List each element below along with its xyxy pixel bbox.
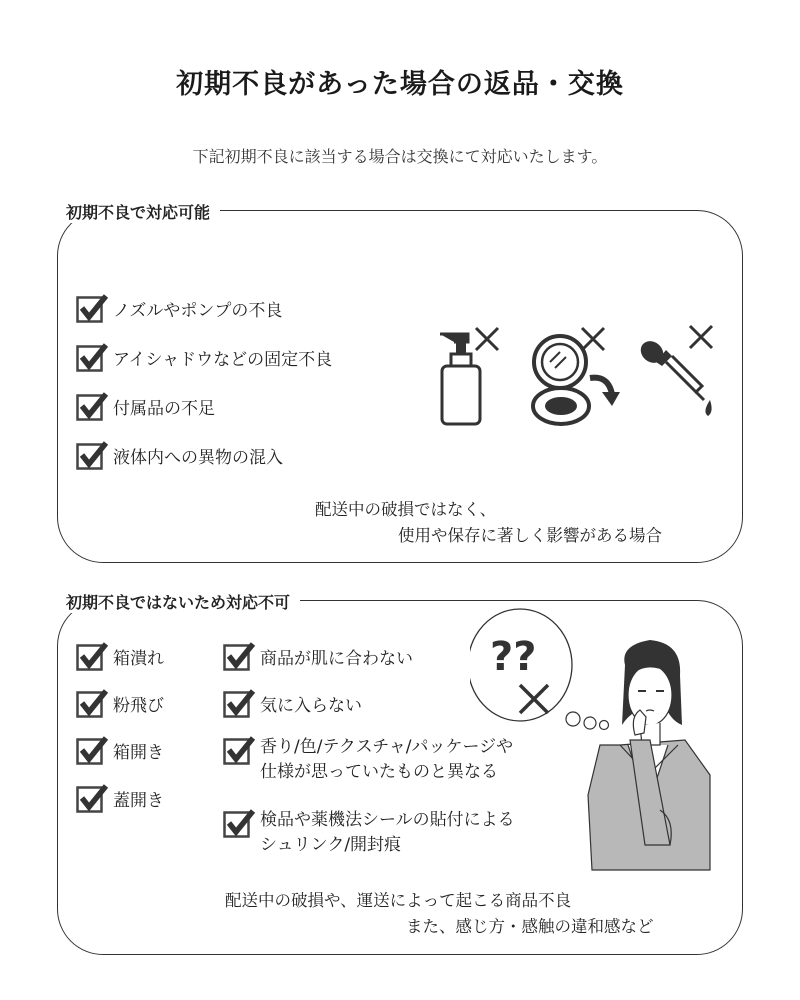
page-title: 初期不良があった場合の返品・交換 xyxy=(176,69,624,100)
checkbox-check-icon xyxy=(76,342,108,372)
ng-left-item xyxy=(76,735,164,765)
checkbox-check-icon xyxy=(76,641,108,671)
ok-item-text: 液体内への異物の混入 xyxy=(113,447,283,468)
checkbox-check-icon xyxy=(76,688,108,718)
ok-item xyxy=(76,391,215,421)
bubble-question-marks: ?? xyxy=(490,634,537,680)
checkbox-check-icon xyxy=(76,440,108,470)
checkbox-check-icon xyxy=(223,641,255,671)
checkbox-check-icon xyxy=(76,783,108,813)
cross-icon xyxy=(476,328,498,350)
ng-right-item-line2: 仕様が思っていたものと異なる xyxy=(260,762,498,782)
dropper-icon xyxy=(632,320,722,430)
ok-item-text: ノズルやポンプの不良 xyxy=(113,300,283,321)
checkbox-check-icon xyxy=(76,391,108,421)
ng-left-item-text: 蓋開き xyxy=(113,790,164,811)
ng-left-item-text: 粉飛び xyxy=(113,695,164,716)
ng-right-item-line1: 香り/色/テクスチャ/パッケージや xyxy=(260,737,514,757)
checkbox-check-icon xyxy=(76,293,108,323)
cross-icon xyxy=(520,685,548,713)
thought-bubble xyxy=(470,609,609,730)
ng-right-item-text: 商品が肌に合わない xyxy=(260,648,413,669)
page-subtitle: 下記初期不良に該当する場合は交換にて対応いたします。 xyxy=(192,147,608,166)
ng-left-item xyxy=(76,641,164,671)
ng-left-item xyxy=(76,783,164,813)
cross-icon xyxy=(582,328,604,350)
ok-item-text: アイシャドウなどの固定不良 xyxy=(113,349,333,370)
confused-woman-illustration xyxy=(470,605,720,875)
ng-note-line1: 配送中の破損や、運送によって起こる商品不良 xyxy=(225,891,572,910)
ng-right-item xyxy=(223,688,362,718)
ng-right-item xyxy=(223,641,413,671)
checkbox-check-icon xyxy=(76,735,108,765)
ng-left-item-text: 箱潰れ xyxy=(113,648,164,669)
pump-bottle-icon xyxy=(432,320,507,430)
checkbox-check-icon xyxy=(223,688,255,718)
ng-left-item-text: 箱開き xyxy=(113,742,164,763)
ok-item xyxy=(76,440,283,470)
cross-icon xyxy=(690,326,712,348)
ng-right-item-line2: シュリンク/開封痕 xyxy=(260,835,402,855)
ok-item-text: 付属品の不足 xyxy=(113,398,215,419)
checkbox-check-icon xyxy=(223,808,255,838)
section-ng-label: 初期不良ではないため対応不可 xyxy=(58,590,300,613)
woman-figure xyxy=(588,640,710,870)
ng-right-item-text: 気に入らない xyxy=(260,695,362,716)
compact-powder-icon xyxy=(528,320,628,430)
ok-note-line1: 配送中の破損ではなく、 xyxy=(315,500,497,519)
ng-left-item xyxy=(76,688,164,718)
ok-note-line2: 使用や保存に著しく影響がある場合 xyxy=(398,526,662,545)
checkbox-check-icon xyxy=(223,735,255,765)
ok-item xyxy=(76,293,282,323)
section-ok-label: 初期不良で対応可能 xyxy=(58,200,220,223)
ng-note-line2: また、感じ方・感触の違和感など xyxy=(406,917,654,936)
ok-item xyxy=(76,342,332,372)
ng-right-item-line1: 検品や薬機法シールの貼付による xyxy=(260,810,515,830)
